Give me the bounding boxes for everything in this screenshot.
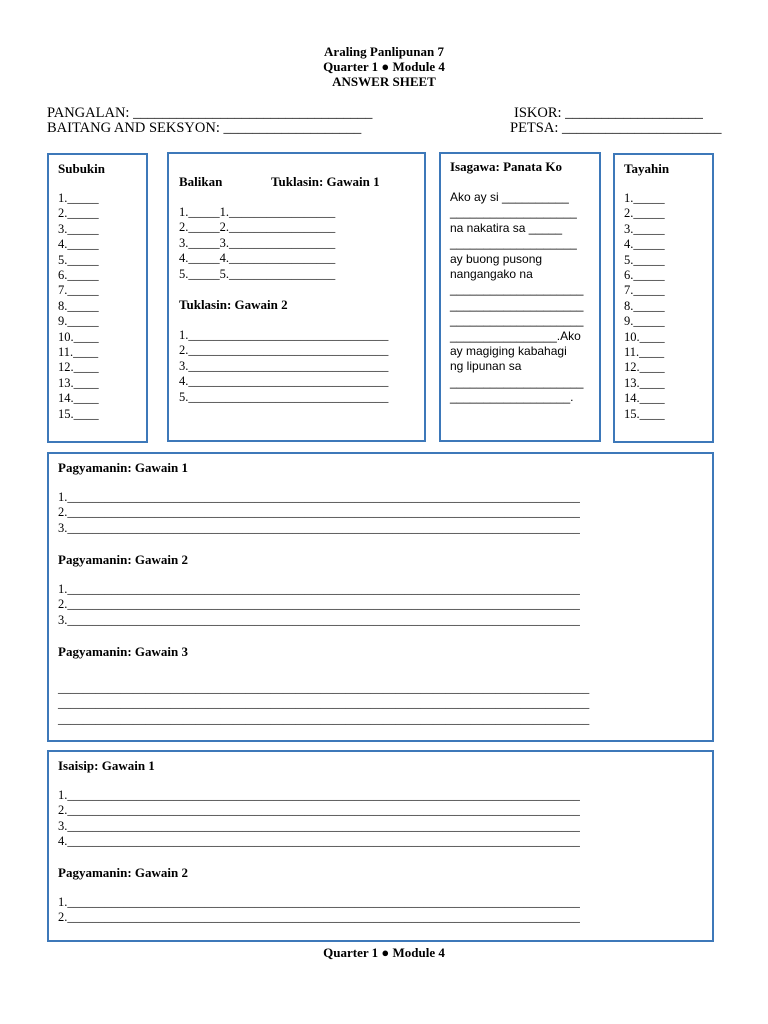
tayahin-answer-line[interactable]: 5._____ — [624, 252, 665, 267]
panata-line[interactable]: ___________________ — [450, 205, 577, 220]
tayahin-answer-line[interactable]: 9._____ — [624, 314, 665, 329]
tayahin-answer-line[interactable]: 7._____ — [624, 283, 665, 298]
tayahin-answer-line[interactable]: 14.____ — [624, 391, 665, 406]
subukin-answer-line[interactable]: 11.____ — [58, 345, 99, 359]
balikan-tuklasin-answer-line[interactable]: 2._____2._________________ — [179, 220, 336, 235]
tuklasin-gawain-2-title: Tuklasin: Gawain 2 — [179, 297, 288, 312]
tuklasin-gawain-2-answer-line[interactable]: 5.________________________________ — [179, 389, 389, 404]
subukin-title: Subukin — [58, 161, 105, 176]
panata-line[interactable]: ay magiging kabahagi — [450, 344, 567, 358]
document-title: Araling Panlipunan 7 — [324, 44, 444, 59]
tayahin-answer-line[interactable]: 3._____ — [624, 221, 665, 236]
footer-quarter-module: Quarter 1 ● Module 4 — [323, 945, 445, 960]
panata-line[interactable]: Ako ay si __________ — [450, 190, 569, 204]
tuklasin-gawain-2-answer-line[interactable]: 3.________________________________ — [179, 358, 389, 373]
isaisip-gawain-1-line[interactable]: 4.__________________________________________________________________________________ — [58, 834, 580, 849]
isaisip-pagyamanin-gawain-2-line[interactable]: 1.__________________________________________________________________________________ — [58, 895, 580, 909]
quarter-module-label: Quarter 1 ● Module 4 — [323, 59, 445, 74]
panata-line[interactable]: na nakatira sa _____ — [450, 220, 563, 235]
tayahin-title: Tayahin — [624, 161, 670, 176]
pagyamanin-gawain-2-line[interactable]: 1.__________________________________________________________________________________ — [58, 582, 580, 596]
tuklasin-gawain-2-answer-line[interactable]: 2.________________________________ — [179, 343, 389, 358]
panata-line[interactable]: ____________________ — [450, 282, 584, 297]
pagyamanin-gawain-2-line[interactable]: 3.__________________________________________________________________________________ — [58, 612, 580, 627]
pagyamanin-box — [47, 452, 714, 742]
subukin-answer-line[interactable]: 5._____ — [58, 252, 99, 267]
tayahin-answer-line[interactable]: 13.____ — [624, 375, 665, 390]
panata-line[interactable]: ng lipunan sa — [450, 359, 522, 374]
pagyamanin-gawain-3-title: Pagyamanin: Gawain 3 — [58, 644, 189, 659]
isaisip-gawain-1-line[interactable]: 1.__________________________________________________________________________________ — [58, 788, 580, 802]
panata-line[interactable]: ____________________ — [450, 297, 584, 312]
balikan-title: Balikan — [179, 174, 223, 189]
isagawa-box — [439, 152, 601, 442]
tayahin-answer-line[interactable]: 6._____ — [624, 268, 665, 282]
pangalan-field[interactable]: PANGALAN: _________________________________ — [47, 105, 373, 121]
isaisip-pagyamanin-gawain-2-title: Pagyamanin: Gawain 2 — [58, 865, 189, 880]
pagyamanin-gawain-1-line[interactable]: 1.__________________________________________________________________________________ — [58, 490, 580, 504]
isaisip-gawain-1-line[interactable]: 2.__________________________________________________________________________________ — [58, 803, 580, 818]
petsa-field[interactable]: PETSA: ______________________ — [510, 120, 722, 136]
tuklasin-gawain-2-answer-line[interactable]: 4.________________________________ — [179, 374, 389, 389]
pagyamanin-gawain-1-line[interactable]: 2.__________________________________________________________________________________ — [58, 505, 580, 520]
subukin-answer-line[interactable]: 10.____ — [58, 329, 99, 344]
tuklasin-gawain-2-answer-line[interactable]: 1.________________________________ — [179, 328, 389, 342]
panata-line[interactable]: ____________________ — [450, 313, 584, 328]
pagyamanin-gawain-2-title: Pagyamanin: Gawain 2 — [58, 552, 189, 567]
tuklasin-gawain-1-title: Tuklasin: Gawain 1 — [271, 174, 380, 189]
pagyamanin-gawain-1-line[interactable]: 3.__________________________________________________________________________________ — [58, 520, 580, 535]
subukin-answer-line[interactable]: 2._____ — [58, 206, 99, 221]
tayahin-answer-line[interactable]: 4._____ — [624, 237, 665, 252]
balikan-tuklasin-answer-line[interactable]: 3._____3._________________ — [179, 235, 336, 250]
subukin-answer-line[interactable]: 7._____ — [58, 283, 99, 298]
panata-line[interactable]: nangangako na — [450, 267, 533, 281]
pagyamanin-gawain-3-line[interactable]: _____________________________________________________________________________________ — [58, 711, 590, 726]
tayahin-answer-line[interactable]: 10.____ — [624, 329, 665, 344]
subukin-answer-line[interactable]: 13.____ — [58, 375, 99, 390]
panata-line[interactable]: ________________.Ako — [450, 328, 581, 343]
tayahin-answer-line[interactable]: 2._____ — [624, 206, 665, 221]
subukin-answer-line[interactable]: 14.____ — [58, 391, 99, 406]
balikan-tuklasin-box — [167, 152, 426, 442]
balikan-tuklasin-answer-line[interactable]: 4._____4._________________ — [179, 251, 336, 266]
tayahin-answer-line[interactable]: 15.____ — [624, 406, 665, 421]
panata-line[interactable]: ay buong pusong — [450, 251, 543, 266]
isaisip-pagyamanin-gawain-2-line[interactable]: 2.__________________________________________________________________________________ — [58, 910, 580, 925]
pagyamanin-gawain-3-line[interactable]: _____________________________________________________________________________________ — [58, 696, 590, 711]
tayahin-box — [613, 153, 714, 443]
tayahin-answer-line[interactable]: 8._____ — [624, 298, 665, 313]
isaisip-gawain-1-line[interactable]: 3.__________________________________________________________________________________ — [58, 818, 580, 833]
iskor-field[interactable]: ISKOR: ___________________ — [514, 105, 703, 121]
pagyamanin-gawain-1-title: Pagyamanin: Gawain 1 — [58, 460, 189, 475]
baitang-seksyon-field[interactable]: BAITANG AND SEKSYON: ___________________ — [47, 120, 362, 136]
subukin-answer-line[interactable]: 8._____ — [58, 298, 99, 313]
subukin-answer-line[interactable]: 1._____ — [58, 191, 99, 205]
answer-sheet-heading: ANSWER SHEET — [332, 74, 436, 89]
panata-line[interactable]: ___________________ — [450, 236, 577, 251]
panata-line[interactable]: ____________________ — [450, 374, 584, 389]
balikan-tuklasin-answer-line[interactable]: 1._____1._________________ — [179, 205, 336, 219]
isagawa-title: Isagawa: Panata Ko — [450, 159, 562, 174]
tayahin-answer-line[interactable]: 12.____ — [624, 360, 665, 375]
subukin-answer-line[interactable]: 6._____ — [58, 268, 99, 282]
isaisip-box — [47, 750, 714, 942]
panata-line[interactable]: __________________. — [450, 390, 574, 405]
balikan-tuklasin-answer-line[interactable]: 5._____5._________________ — [179, 266, 336, 281]
subukin-answer-line[interactable]: 3._____ — [58, 221, 99, 236]
subukin-answer-line[interactable]: 4._____ — [58, 237, 99, 252]
tayahin-answer-line[interactable]: 11.____ — [624, 345, 665, 359]
tayahin-answer-line[interactable]: 1._____ — [624, 191, 665, 205]
pagyamanin-gawain-2-line[interactable]: 2.__________________________________________________________________________________ — [58, 597, 580, 612]
subukin-answer-line[interactable]: 15.____ — [58, 406, 99, 421]
subukin-box — [47, 153, 148, 443]
subukin-answer-line[interactable]: 9._____ — [58, 314, 99, 329]
subukin-answer-line[interactable]: 12.____ — [58, 360, 99, 375]
pagyamanin-gawain-3-line[interactable]: _____________________________________________________________________________________ — [58, 681, 590, 695]
isaisip-gawain-1-title: Isaisip: Gawain 1 — [58, 758, 155, 773]
